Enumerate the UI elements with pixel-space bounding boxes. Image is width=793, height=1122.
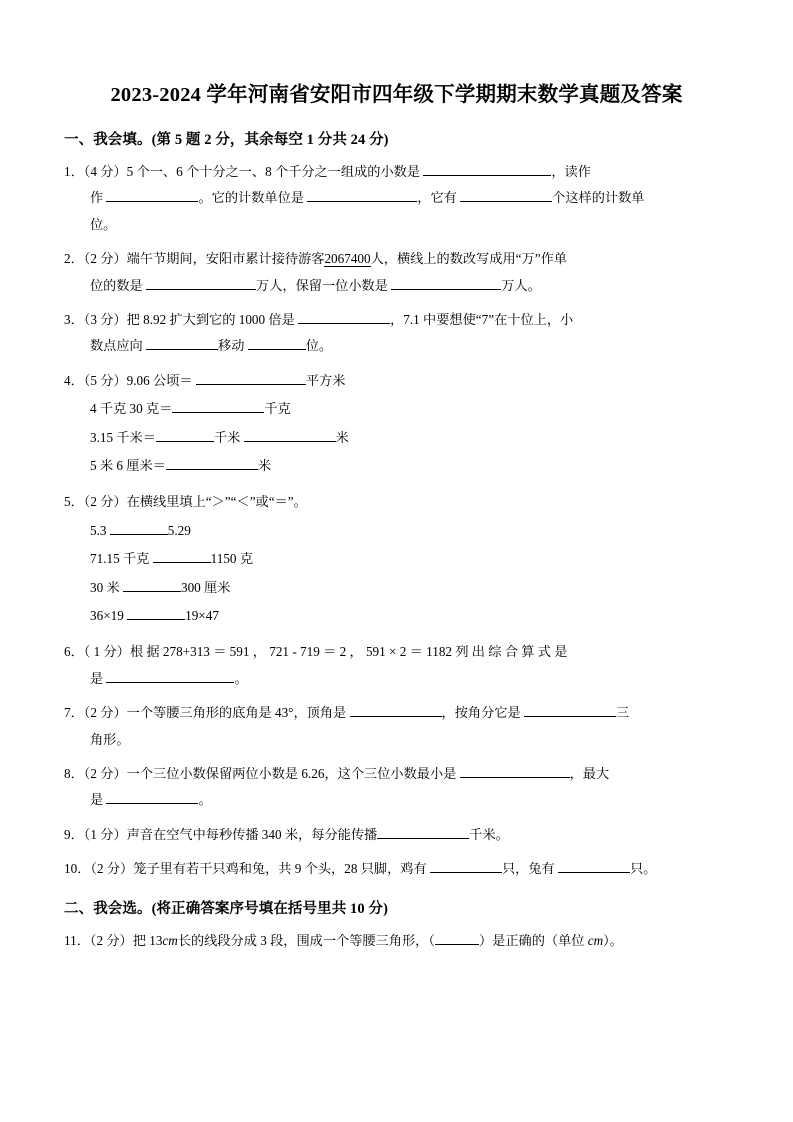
q2-text-3: 位的数是 [90,277,143,293]
q1-blank-1[interactable] [423,162,551,176]
q10-score: （2 分） [90,861,134,877]
question-4 [64,368,729,394]
question-5-line-4 [64,603,729,629]
q2-blank-2[interactable] [391,275,501,289]
q9-text-2: 千米。 [469,826,509,842]
question-5-line-3 [64,575,729,601]
q3-score: （3 分） [83,311,127,327]
q5-number: 5． [64,494,84,510]
q8-text-3: 是 [90,792,104,808]
q11-text-1: 把 13 [132,932,163,948]
q2-text-2: 人，横线上的数改写成用“万”作单 [370,251,567,267]
q3-text-5: 位。 [305,338,333,354]
q7-text-1: 一个等腰三角形的底角是 43°，顶角是 [126,705,347,721]
section-heading-choice: 二、我会选。(将正确答案序号填在括号里共 10 分) [64,900,389,917]
question-1 [64,159,729,238]
question-7 [64,700,729,753]
q8-blank-2[interactable] [106,790,198,804]
q7-score: （2 分） [83,705,127,721]
q11-text-3: ）是正确的（单位 [478,932,585,948]
q5-right-2: 1150 克 [210,551,254,567]
q8-score: （2 分） [83,766,127,781]
q5-blank-1[interactable] [110,521,168,535]
q4-text-2: 4 千克 30 克＝ [90,401,173,417]
q4-unit-2: 千克 [264,401,291,417]
q10-number: 10． [64,861,91,877]
q9-blank-1[interactable] [377,825,469,839]
q10-text-2: 只，兔有 [501,861,555,877]
question-8 [64,761,729,814]
q4-text-4: 5 米 6 厘米＝ [90,457,166,473]
q3-text-4: 移动 [218,338,245,354]
q11-number: 11． [64,932,90,948]
q1-text-6: 位。 [90,216,117,232]
question-4-line-3 [64,425,729,451]
q2-underlined-number: 2067400 [324,251,371,267]
q5-right-3: 300 厘米 [180,579,231,595]
q1-text-4: ，它有 [417,190,457,206]
q2-score: （2 分） [83,251,127,267]
q4-blank-1[interactable] [196,371,306,385]
q8-text-2: ，最大 [569,766,610,781]
q6-text-3: 。 [234,670,248,686]
q11-unit-1: cm [162,932,178,948]
q5-right-1: 5.29 [167,522,191,538]
q3-blank-3[interactable] [248,336,306,350]
q1-text-5: 个这样的计数单 [552,190,645,206]
q1-text-1: 5 个一、6 个十分之一、8 个千分之一组成的小数是 [126,163,421,179]
q3-text-3: 数点应向 [90,338,143,354]
q6-text-2: 是 [90,670,104,686]
q7-blank-2[interactable] [524,703,616,717]
q2-blank-1[interactable] [146,275,256,289]
q7-text-3: 三 [615,705,630,721]
q11-unit-2: cm [587,932,604,948]
question-6 [64,639,729,692]
q1-text-2: ，读作 [551,163,591,179]
q4-blank-3[interactable] [156,427,214,441]
q9-text-1: 声音在空气中每秒传播 340 米，每分能传播 [126,826,378,842]
q9-number: 9． [64,826,84,842]
question-11 [64,928,729,954]
q6-number: 6． [64,644,84,660]
q4-unit-5: 米 [257,457,272,473]
q7-text-4: 角形。 [90,731,130,747]
q4-unit-1: 平方米 [305,372,346,388]
q4-blank-4[interactable] [244,427,336,441]
q8-text-4: 。 [198,792,212,808]
q1-number: 1． [64,163,84,179]
q10-text-3: 只。 [630,861,657,877]
q4-text-1: 9.06 公顷＝ [126,372,193,388]
q5-left-4: 36×19 [90,607,124,623]
q2-number: 2． [64,251,84,267]
q6-score: （ 1 分） [83,644,130,660]
q6-blank-1[interactable] [106,669,234,683]
question-9 [64,822,729,848]
q1-score: （4 分） [83,163,127,179]
question-5 [64,489,729,515]
q3-blank-1[interactable] [298,310,390,324]
q5-blank-3[interactable] [123,577,181,591]
q11-answer-blank[interactable] [435,930,479,944]
q5-left-3: 30 米 [90,579,120,595]
q9-score: （1 分） [83,826,127,842]
q8-number: 8． [64,766,84,781]
q11-score: （2 分） [89,932,133,948]
section-heading-fill-in: 一、我会填。(第 5 题 2 分，其余每空 1 分共 24 分) [64,131,389,148]
question-4-line-2 [64,396,729,422]
q2-text-4: 万人，保留一位小数是 [256,277,388,293]
q2-text-5: 万人。 [501,277,541,293]
q11-text-4: ）。 [603,932,623,948]
q5-text-1: 在横线里填上“＞”“＜”或“＝”。 [126,494,307,510]
q10-text-1: 笼子里有若干只鸡和兔，共 9 个头，28 只脚，鸡有 [133,861,427,877]
q1-text-3a: 作 [90,190,104,206]
q8-text-1: 一个三位小数保留两位小数是 6.26，这个三位小数最小是 [126,766,457,781]
question-3 [64,307,729,360]
q5-left-2: 71.15 千克 [90,551,150,567]
q10-blank-1[interactable] [430,859,502,873]
q4-score: （5 分） [83,372,127,388]
q3-blank-2[interactable] [146,336,218,350]
q10-blank-2[interactable] [558,859,630,873]
q2-text-1: 端午节期间，安阳市累计接待游客 [126,251,325,267]
question-5-line-2 [64,546,729,572]
q4-unit-3: 千米 [213,429,241,445]
q5-blank-2[interactable] [153,549,211,563]
q3-number: 3． [64,311,84,327]
question-10 [64,856,729,882]
q7-number: 7． [64,705,84,721]
q1-text-3: 。它的计数单位是 [198,190,304,206]
q5-score: （2 分） [83,494,127,510]
q3-text-1: 把 8.92 扩大到它的 1000 倍是 [126,311,295,327]
q8-blank-1[interactable] [460,764,570,778]
q4-unit-4: 米 [335,429,349,445]
q4-blank-2[interactable] [172,399,264,413]
q1-blank-2[interactable] [106,188,198,202]
page-title: 2023-2024 学年河南省安阳市四年级下学期期末数学真题及答案 [110,84,683,106]
q4-text-3: 3.15 千米＝ [90,429,156,445]
q5-blank-4[interactable] [127,606,185,620]
q1-blank-3[interactable] [307,188,417,202]
q4-number: 4． [64,372,84,388]
q11-text-2: 长的线段分成 3 段，围成一个等腰三角形，（ [177,932,435,948]
question-4-line-4 [64,453,729,479]
q1-blank-4[interactable] [460,188,552,202]
q3-text-2: ，7.1 中要想使“7”在十位上，小 [390,311,574,327]
q7-text-2: ，按角分它是 [441,705,521,721]
q6-text-1: 根 据 278+313 ＝ 591 ， 721 - 719 ＝ 2 ， 591 × 2 ＝ 1182 列 出 综 合 算 式 是 [129,644,568,660]
q4-blank-5[interactable] [166,456,258,470]
q5-right-4: 19×47 [185,607,219,623]
question-5-line-1 [64,518,729,544]
q7-blank-1[interactable] [350,703,442,717]
question-2 [64,246,729,299]
q5-left-1: 5.3 [90,522,107,538]
